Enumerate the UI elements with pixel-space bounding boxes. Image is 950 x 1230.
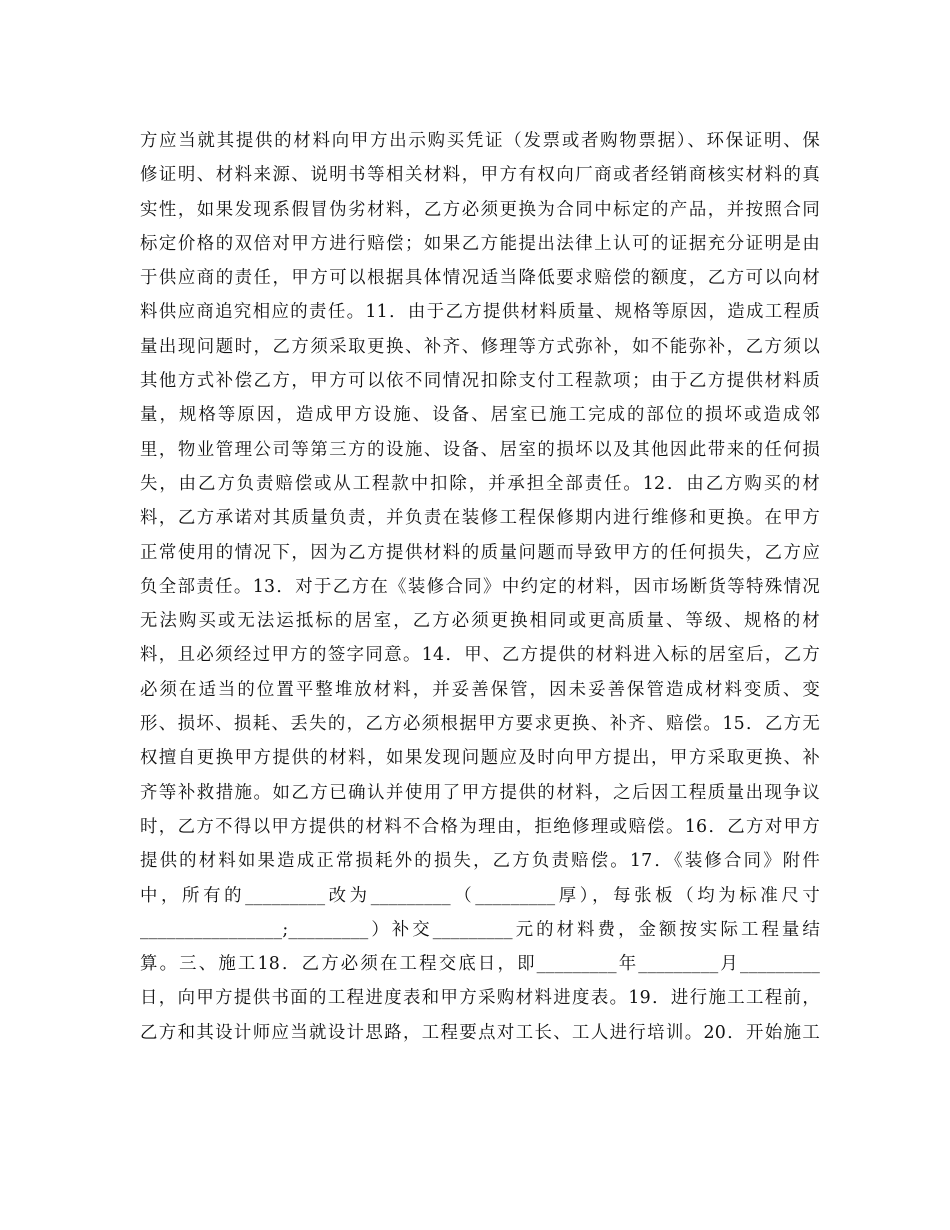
text-line: 提供的材料如果造成正常损耗外的损失，乙方负责赔偿。17．《装修合同》附件: [140, 851, 820, 872]
text-line: 修证明、材料来源、说明书等相关材料，甲方有权向厂商或者经销商核实材料的真: [140, 165, 820, 186]
text-line: 料，且必须经过甲方的签字同意。14．甲、乙方提供的材料进入标的居室后，乙方: [140, 645, 820, 666]
text-line: 量，规格等原因，造成甲方设施、设备、居室已施工完成的部位的损坏或造成邻: [140, 405, 820, 426]
text-line: 乙方和其设计师应当就设计思路，工程要点对工长、工人进行培训。20．开始施工: [140, 1022, 820, 1043]
text-line: 权擅自更换甲方提供的材料，如果发现问题应及时向甲方提出，甲方采取更换、补: [140, 748, 820, 769]
text-line: 齐等补救措施。如乙方已确认并使用了甲方提供的材料，之后因工程质量出现争议: [140, 782, 820, 803]
text-line: 实性，如果发现系假冒伪劣材料，乙方必须更换为合同中标定的产品，并按照合同: [140, 199, 820, 220]
text-line: 形、损坏、损耗、丢失的，乙方必须根据甲方要求更换、补齐、赔偿。15．乙方无: [140, 714, 820, 735]
text-line: 算。三、施工18．乙方必须在工程交底日，即_________年_________月_________: [140, 954, 820, 975]
text-line: 量出现问题时，乙方须采取更换、补齐、修理等方式弥补，如不能弥补，乙方须以: [140, 336, 820, 357]
contract-body-text: [140, 124, 820, 1050]
text-line: 无法购买或无法运抵标的居室，乙方必须更换相同或更高质量、等级、规格的材: [140, 611, 820, 632]
text-line: 其他方式补偿乙方，甲方可以依不同情况扣除支付工程款项；由于乙方提供材料质: [140, 371, 820, 392]
text-line: 中，所有的_________改为_________（_________厚），每张板（均为标准尺寸: [140, 885, 820, 906]
text-line: 负全部责任。13．对于乙方在《装修合同》中约定的材料，因市场断货等特殊情况: [140, 576, 820, 597]
text-line: 标定价格的双倍对甲方进行赔偿；如果乙方能提出法律上认可的证据充分证明是由: [140, 233, 820, 254]
text-line: 必须在适当的位置平整堆放材料，并妥善保管，因未妥善保管造成材料变质、变: [140, 679, 820, 700]
text-line: 失，由乙方负责赔偿或从工程款中扣除，并承担全部责任。12．由乙方购买的材: [140, 473, 820, 494]
text-line: 料供应商追究相应的责任。11．由于乙方提供材料质量、规格等原因，造成工程质: [140, 302, 820, 323]
text-line: 日，向甲方提供书面的工程进度表和甲方采购材料进度表。19．进行施工工程前，: [140, 988, 820, 1009]
text-line: 方应当就其提供的材料向甲方出示购买凭证（发票或者购物票据）、环保证明、保: [140, 131, 820, 151]
text-line: 时，乙方不得以甲方提供的材料不合格为理由，拒绝修理或赔偿。16．乙方对甲方: [140, 816, 820, 837]
text-line: 于供应商的责任，甲方可以根据具体情况适当降低要求赔偿的额度，乙方可以向材: [140, 268, 820, 289]
text-line: ________________;_________）补交_________元的材料费，金额按实际工程量结: [140, 919, 820, 940]
text-line: 里，物业管理公司等第三方的设施、设备、居室的损坏以及其他因此带来的任何损: [140, 439, 820, 460]
text-line: 料，乙方承诺对其质量负责，并负责在装修工程保修期内进行维修和更换。在甲方: [140, 508, 820, 529]
text-line: 正常使用的情况下，因为乙方提供材料的质量问题而导致甲方的任何损失，乙方应: [140, 542, 820, 563]
